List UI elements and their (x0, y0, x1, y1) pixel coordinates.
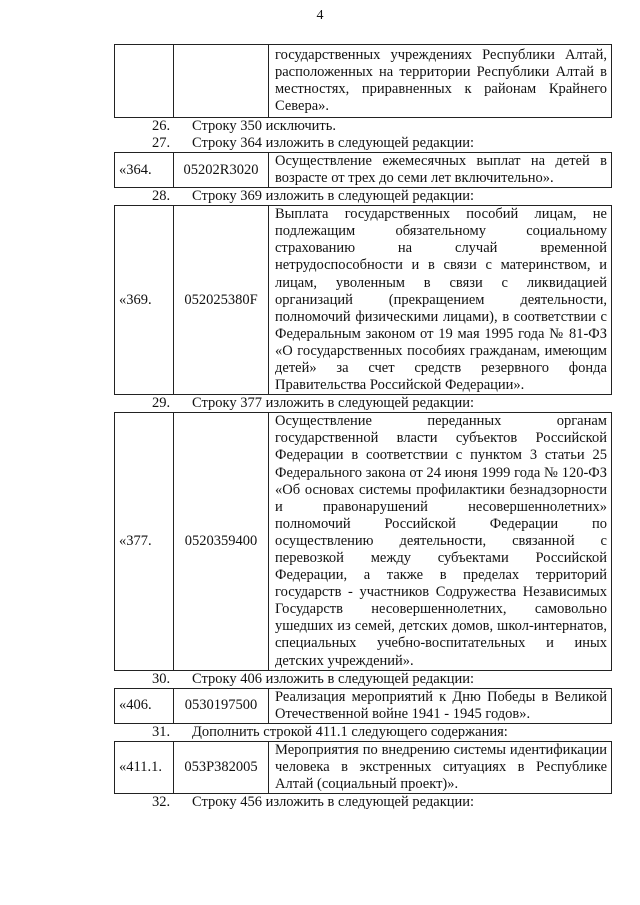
page-number: 4 (316, 8, 324, 23)
row-text: государственных учреждениях Республики Алтай, расположенных на территории Республики Алтай в местностях, приравненных к районам Крайнего Севера». (269, 45, 612, 118)
instruction-text: Дополнить строкой 411.1 следующего содержания: (192, 723, 508, 740)
instruction-27 (114, 135, 612, 152)
empty-code-cell (115, 45, 174, 118)
table-row-377 (114, 412, 612, 670)
instruction-text: Строку 364 изложить в следующей редакции: (192, 135, 475, 151)
instruction-number: 30. (152, 670, 171, 687)
row-code: 05202R3020 (174, 153, 269, 188)
instruction-text: Строку 369 изложить в следующей редакции: (192, 188, 475, 205)
instruction-text: Строку 377 изложить в следующей редакции: (192, 395, 475, 412)
row-number: «377. (115, 413, 174, 670)
row-text: Реализация мероприятий к Дню Победы в Великой Отечественной войне 1941 - 1945 годов». (269, 688, 612, 723)
table-row (115, 153, 612, 188)
instruction-32 (114, 794, 612, 811)
instruction-text: Строку 456 изложить в следующей редакции: (192, 794, 475, 811)
instruction-text: Строку 406 изложить в следующей редакции: (192, 670, 475, 687)
instruction-number: 31. (152, 723, 171, 740)
table-row (115, 413, 612, 670)
row-number: «369. (115, 206, 174, 395)
row-number: «364. (115, 153, 174, 188)
table-row-364 (114, 152, 612, 188)
instruction-26 (114, 118, 612, 135)
row-text: Выплата государственных пособий лицам, не подлежащим обязательному социальному страхованию на случай временной нетрудоспособности и в связи с материнством, и лицам, уволенным в связи с ликвидацией организаций (прекращением деятельности, полномочий физическими лицами), в соответствии с Федеральным законом от 19 мая 1995 года № 81-ФЗ «О государственных пособиях гражданам, имеющим детей» за счет средств резервного фонда Правительства Российской Федерации». (269, 206, 612, 395)
table-row (115, 688, 612, 723)
instruction-number: 28. (152, 188, 171, 205)
table-row (115, 741, 612, 793)
instruction-text: Строку 350 исключить. (192, 118, 336, 134)
instruction-30 (114, 671, 612, 688)
row-text: Осуществление переданных органам государственной власти субъектов Российской Федерации в соответствии с пунктом 3 статьи 25 Федерального закона от 24 июня 1999 года № 120-ФЗ «Об основах системы профилактики безнадзорности и правонарушений несовершеннолетних» полномочий Российской Федерации по осуществлению деятельности, связанной с перевозкой между субъектами Российской Федерации, а также в пределах территорий государств - участников Содружества Независимых Государств несовершеннолетних, самовольно ушедших из семей, детских домов, школ-интернатов, специальных учебно-воспитательных и иных детских учреждений». (269, 413, 612, 670)
table-row-411-1 (114, 741, 612, 794)
table-row-406 (114, 688, 612, 724)
table-row (115, 206, 612, 395)
row-text: Мероприятия по внедрению системы идентификации человека в экстренных ситуациях в Республике Алтай (социальный проект)». (269, 741, 612, 793)
row-code: 0520359400 (174, 413, 269, 670)
row-code: 0530197500 (174, 688, 269, 723)
empty-kbk-cell (174, 45, 269, 118)
row-number: «406. (115, 688, 174, 723)
row-text: Осуществление ежемесячных выплат на детей в возрасте от трех до семи лет включительно». (269, 153, 612, 188)
instruction-number: 32. (152, 794, 171, 811)
instruction-28 (114, 188, 612, 205)
row-code: 053P382005 (174, 741, 269, 793)
instruction-29 (114, 395, 612, 412)
document-body (114, 44, 612, 811)
instruction-number: 26. (152, 118, 171, 134)
table-continuation (114, 44, 612, 118)
instruction-number: 29. (152, 395, 171, 412)
table-row (115, 45, 612, 118)
instruction-number: 27. (152, 135, 171, 151)
table-row-369 (114, 205, 612, 395)
instruction-31 (114, 724, 612, 741)
row-number: «411.1. (115, 741, 174, 793)
row-code: 052025380F (174, 206, 269, 395)
